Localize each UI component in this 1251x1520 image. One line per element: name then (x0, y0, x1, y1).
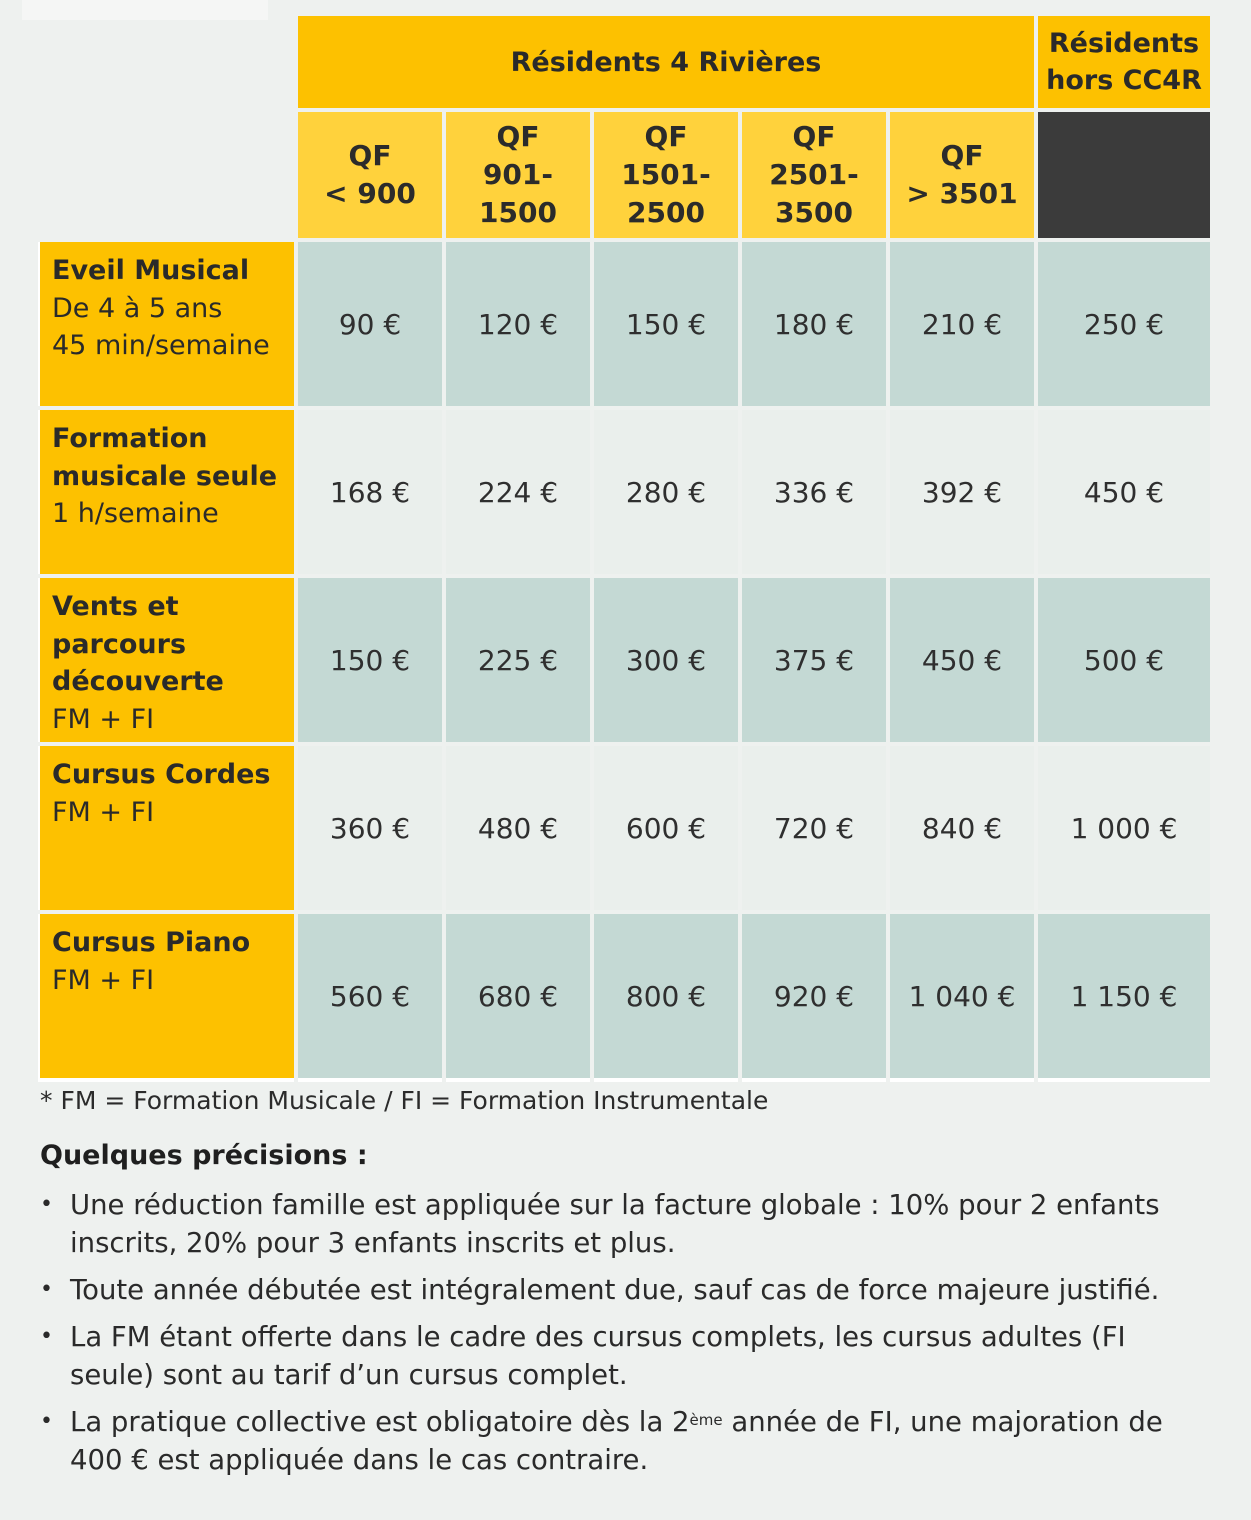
price-cell-outside: 500 € (1038, 578, 1210, 742)
row-label-cursus-cordes (38, 746, 294, 910)
price-cell: 720 € (742, 746, 886, 910)
notes-title: Quelques précisions : (40, 1140, 368, 1171)
price-cell: 150 € (594, 242, 738, 406)
qf-header-line: 2501- (769, 158, 859, 191)
qf-header-4 (742, 112, 886, 238)
qf-header-line: 901- (482, 158, 554, 191)
row-label-vents-parcours (38, 578, 294, 742)
row-title: musicale seule (52, 460, 278, 492)
footnote: * FM = Formation Musicale / FI = Formation Instrumentale (40, 1086, 769, 1115)
notes-list (40, 1186, 1210, 1488)
price-cell: 168 € (298, 410, 442, 574)
qf-header-2 (446, 112, 590, 238)
header-outside-line: hors CC4R (1046, 65, 1202, 96)
price-cell-outside: 1 000 € (1038, 746, 1210, 910)
price-cell-outside: 250 € (1038, 242, 1210, 406)
row-detail: 45 min/semaine (52, 330, 270, 361)
price-cell: 90 € (298, 242, 442, 406)
price-cell: 120 € (446, 242, 590, 406)
qf-header-line: QF (644, 120, 688, 153)
price-cell: 800 € (594, 914, 738, 1078)
price-cell: 1 040 € (890, 914, 1034, 1078)
row-detail: FM + FI (52, 964, 155, 996)
price-cell: 180 € (742, 242, 886, 406)
note-text: La pratique collective est obligatoire dès la 2 (70, 1406, 690, 1438)
row-detail: FM + FI (52, 703, 155, 735)
row-title: Formation (52, 423, 208, 454)
qf-header-5 (890, 112, 1034, 238)
row-title: Cursus Cordes (52, 759, 271, 790)
row-title: découverte (52, 666, 224, 697)
note-item-collective (40, 1403, 1210, 1479)
pricing-table (38, 16, 1210, 1078)
row-label-eveil-musical (38, 242, 294, 406)
price-cell: 375 € (742, 578, 886, 742)
qf-header-line: QF (940, 139, 984, 172)
note-item: • La FM étant offerte dans le cadre des cursus complets, les cursus adultes (FI seule) sont au tarif d’un cursus complet. (40, 1318, 1210, 1394)
header-outside-line: Résidents (1048, 28, 1200, 59)
qf-header-1 (298, 112, 442, 238)
price-cell: 300 € (594, 578, 738, 742)
price-cell: 840 € (890, 746, 1034, 910)
note-text: année de FI, une majoration de 400 € est appliquée dans le cas contraire. (70, 1406, 1163, 1476)
qf-header-line: 1501- (621, 158, 711, 191)
row-title: parcours (52, 628, 187, 660)
row-title: Eveil Musical (52, 255, 250, 286)
qf-header-line: QF (792, 120, 836, 153)
price-cell: 450 € (890, 578, 1034, 742)
qf-header-line: 1500 (479, 196, 557, 229)
qf-header-line: < 900 (324, 177, 416, 210)
corner-cell-2 (38, 112, 294, 238)
price-cell-outside: 1 150 € (1038, 914, 1210, 1078)
price-cell-outside: 450 € (1038, 410, 1210, 574)
qf-header-line: QF (348, 139, 392, 172)
qf-header-3 (594, 112, 738, 238)
price-cell: 336 € (742, 410, 886, 574)
price-cell: 600 € (594, 746, 738, 910)
row-label-formation-musicale (38, 410, 294, 574)
qf-header-line: 2500 (627, 196, 705, 229)
header-residents-4-rivieres: Résidents 4 Rivières (298, 16, 1034, 108)
price-cell: 150 € (298, 578, 442, 742)
corner-cell (38, 16, 294, 108)
price-cell: 680 € (446, 914, 590, 1078)
price-cell: 224 € (446, 410, 590, 574)
price-cell: 225 € (446, 578, 590, 742)
note-item: • Toute année débutée est intégralement due, sauf cas de force majeure justifié. (40, 1271, 1210, 1309)
row-detail: FM + FI (52, 796, 155, 828)
price-cell: 560 € (298, 914, 442, 1078)
qf-header-line: QF (496, 120, 540, 153)
note-superscript: ème (689, 1411, 723, 1429)
price-cell: 480 € (446, 746, 590, 910)
header-residents-hors-cc4r (1038, 16, 1210, 108)
price-cell: 210 € (890, 242, 1034, 406)
note-item: • Une réduction famille est appliquée sur la facture globale : 10% pour 2 enfants inscrits, 20% pour 3 enfants inscrits et plus. (40, 1186, 1210, 1262)
row-title: Vents et (52, 591, 179, 622)
price-cell: 392 € (890, 410, 1034, 574)
qf-header-line: > 3501 (906, 177, 1018, 210)
price-cell: 360 € (298, 746, 442, 910)
price-cell: 920 € (742, 914, 886, 1078)
price-cell: 280 € (594, 410, 738, 574)
dark-header-cell (1038, 112, 1210, 238)
row-detail: 1 h/semaine (52, 498, 219, 529)
row-detail: De 4 à 5 ans (52, 292, 223, 324)
row-label-cursus-piano (38, 914, 294, 1078)
qf-header-line: 3500 (775, 196, 853, 229)
row-title: Cursus Piano (52, 927, 251, 958)
